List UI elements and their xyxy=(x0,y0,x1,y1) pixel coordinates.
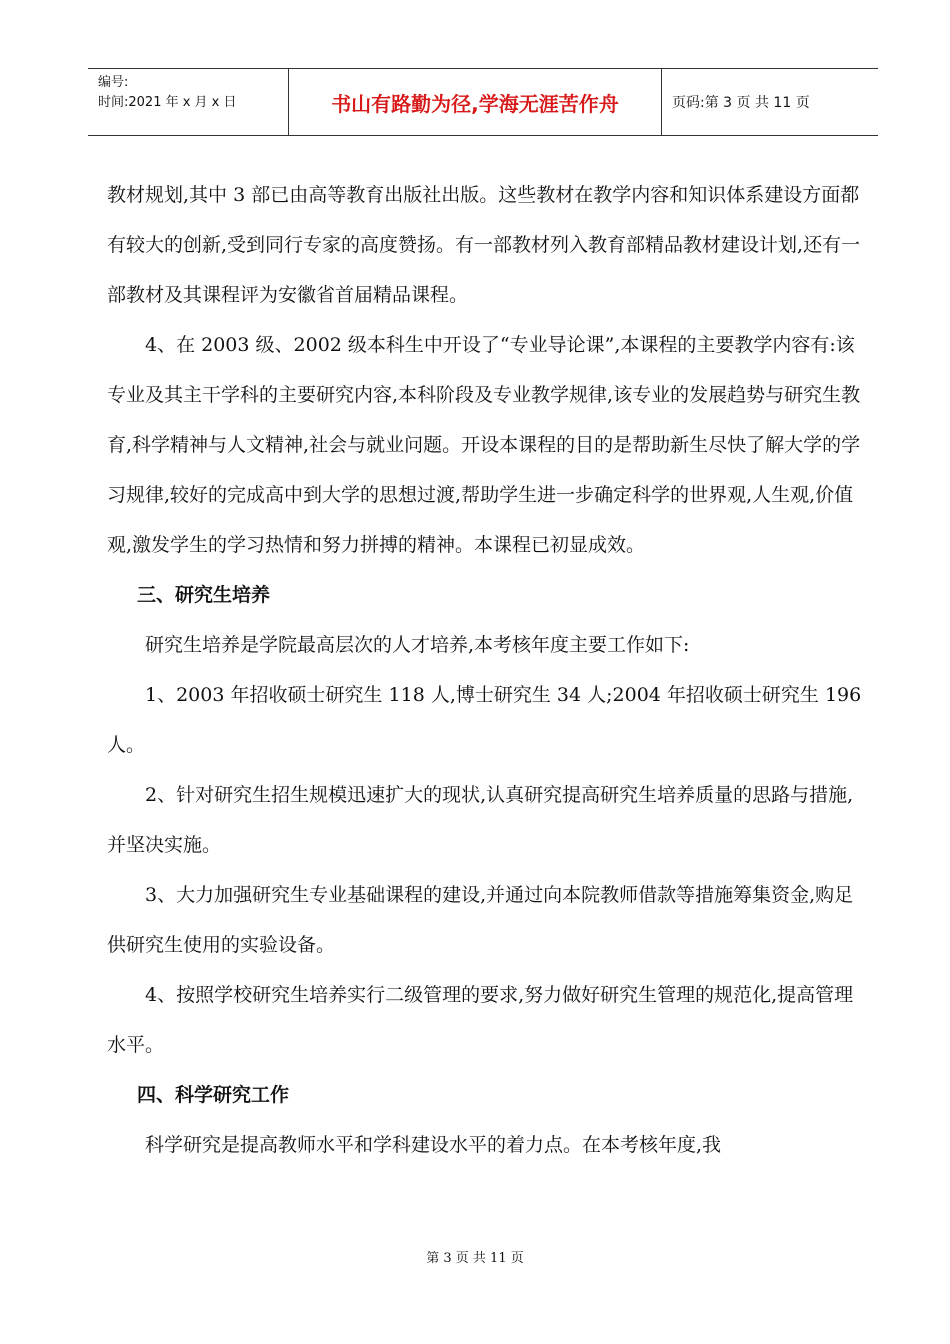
paragraph: 科学研究是提高教师水平和学科建设水平的着力点。在本考核年度,我 xyxy=(145,1134,722,1156)
page-footer: 第 3 页 共 11 页 xyxy=(426,1251,524,1266)
paragraph: 4、按照学校研究生培养实行二级管理的要求,努力做好研究生管理的规范化,提高管理水平。 xyxy=(107,984,854,1056)
header-motto: 书山有路勤为径,学海无涯苦作舟 xyxy=(289,69,662,135)
paragraph: 1、2003 年招收硕士研究生 118 人,博士研究生 34 人;2004 年招收硕士研究生 196 人。 xyxy=(107,684,862,756)
paragraph: 教材规划,其中 3 部已由高等教育出版社出版。这些教材在教学内容和知识体系建设方面都有较大的创新,受到同行专家的高度赞扬。有一部教材列入教育部精品教材建设计划,还有一部教材及其课程评为安徽省首届精品课程。 xyxy=(107,184,861,306)
paragraph: 研究生培养是学院最高层次的人才培养,本考核年度主要工作如下: xyxy=(145,634,690,656)
paragraph: 3、大力加强研究生专业基础课程的建设,并通过向本院教师借款等措施筹集资金,购足供研究生使用的实验设备。 xyxy=(107,884,854,956)
section-heading: 三、研究生培养 xyxy=(137,584,271,606)
page-header xyxy=(88,68,878,136)
header-meta xyxy=(88,69,289,135)
code-label: 编号: xyxy=(98,75,129,90)
section-heading: 四、科学研究工作 xyxy=(137,1084,290,1106)
header-page-info: 页码:第 3 页 共 11 页 xyxy=(672,95,810,111)
paragraph: 4、在 2003 级、2002 级本科生中开设了“专业导论课”,本课程的主要教学内容有:该专业及其主干学科的主要研究内容,本科阶段及专业教学规律,该专业的发展趋势与研究生教育,科学精神与人文精神,社会与就业问题。开设本课程的目的是帮助新生尽快了解大学的学习规律,较好的完成高中到大学的思想过渡,帮助学生进一步确定科学的世界观,人生观,价值观,激发学生的学习热情和努力拼搏的精神。本课程已初显成效。 xyxy=(107,334,861,556)
document-body xyxy=(107,170,862,1170)
time-label: 时间:2021 年 x 月 x 日 xyxy=(98,95,237,110)
paragraph: 2、针对研究生招生规模迅速扩大的现状,认真研究提高研究生培养质量的思路与措施,并坚决实施。 xyxy=(107,784,854,856)
